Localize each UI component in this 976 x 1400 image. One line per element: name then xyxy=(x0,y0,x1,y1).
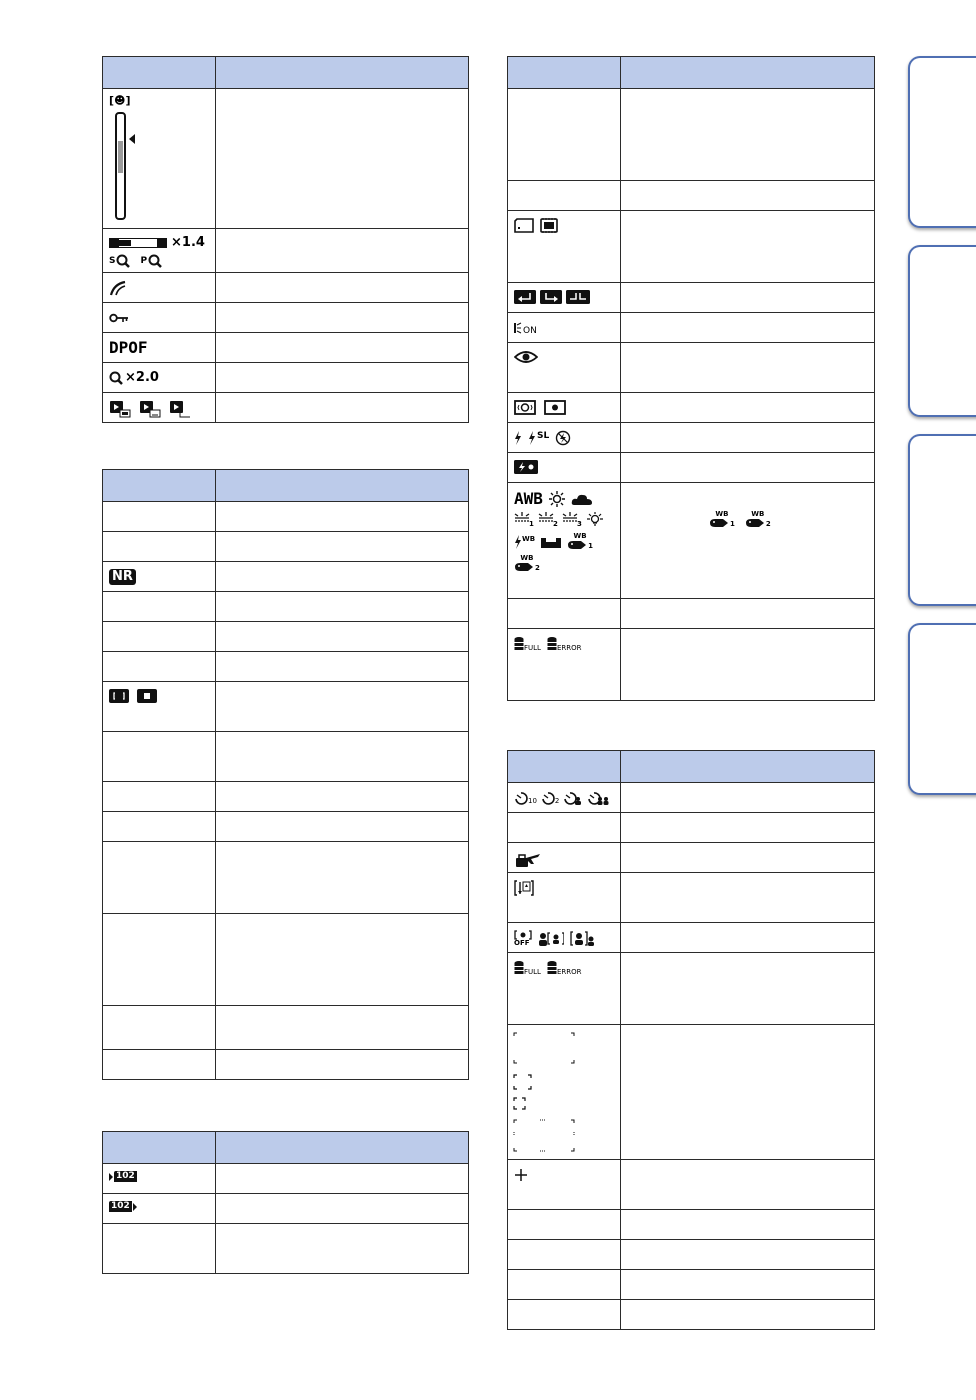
dpof-label: DPOF xyxy=(109,338,148,357)
noise-reduction-icon: NR xyxy=(109,569,136,585)
description-cell xyxy=(216,732,469,782)
af-frame-cell xyxy=(508,1025,621,1160)
description-cell xyxy=(216,682,469,732)
description-cell xyxy=(216,229,469,273)
protect-key-icon xyxy=(109,313,129,323)
icon-cell xyxy=(103,652,216,682)
table-header-cell xyxy=(621,751,875,783)
table-header-cell xyxy=(216,1132,469,1164)
face-bracket-icon: [☻] xyxy=(109,94,131,107)
description-cell xyxy=(216,333,469,363)
underwater-wb-2-icon: WB 2 xyxy=(745,511,771,528)
icon-cell xyxy=(103,782,216,812)
travel-destination-icon xyxy=(514,850,542,868)
description-cell xyxy=(216,502,469,532)
table-header-cell xyxy=(103,470,216,502)
metering-cell xyxy=(508,393,621,423)
orientation-cell xyxy=(508,873,621,923)
description-cell xyxy=(216,89,469,229)
recording-media-cell xyxy=(508,211,621,283)
description-cell xyxy=(216,1194,469,1224)
flash-off-icon xyxy=(555,430,571,446)
white-balance-description-cell xyxy=(621,483,875,599)
table-header-cell xyxy=(216,470,469,502)
af-area-icons xyxy=(109,689,157,703)
af-range-finder-frames xyxy=(512,1031,576,1155)
database-cell xyxy=(508,953,621,1025)
multi-af-icon xyxy=(109,689,129,703)
face-detection-off-icon: OFF xyxy=(514,930,532,947)
protect-cell xyxy=(103,303,216,333)
flash-charging-icon xyxy=(514,460,538,474)
icon-cell xyxy=(508,599,621,629)
description-cell xyxy=(216,812,469,842)
description-cell xyxy=(216,532,469,562)
description-cell xyxy=(621,1300,875,1330)
table-header-cell xyxy=(216,57,469,89)
self-timer-cell xyxy=(508,783,621,813)
table-d xyxy=(507,56,875,701)
description-cell xyxy=(621,873,875,923)
white-balance-row-3: WB WB 1 xyxy=(514,533,593,550)
af-illuminator-icon: ON xyxy=(514,320,537,336)
icon-cell xyxy=(103,1050,216,1080)
pen-cell xyxy=(103,273,216,303)
recording-media-icons xyxy=(514,218,558,233)
white-balance-row-4 xyxy=(514,555,540,572)
folder-arrow-icons xyxy=(514,290,590,304)
zoom-scale-cell xyxy=(103,229,216,273)
awb-label: AWB xyxy=(514,489,543,508)
icon-cell xyxy=(508,1210,621,1240)
database-icons xyxy=(514,636,581,652)
icon-cell xyxy=(508,1270,621,1300)
white-balance-cell xyxy=(508,483,621,599)
table-c xyxy=(102,1131,469,1274)
zoom-scale-icon xyxy=(109,235,205,250)
description-cell xyxy=(621,599,875,629)
icon-cell xyxy=(103,1006,216,1050)
description-cell xyxy=(621,1270,875,1300)
playback-zoom-cell xyxy=(103,363,216,393)
face-detection-zoom-bar-cell xyxy=(103,89,216,229)
icon-cell xyxy=(103,812,216,842)
magnifier-icon xyxy=(116,254,130,268)
description-cell xyxy=(621,923,875,953)
description-cell xyxy=(621,313,875,343)
internal-memory-icon xyxy=(540,218,558,233)
red-eye-cell xyxy=(508,343,621,393)
orientation-icon xyxy=(514,880,534,896)
icon-cell xyxy=(103,1224,216,1274)
description-cell xyxy=(216,782,469,812)
swap-folder-icon xyxy=(566,290,590,304)
description-cell xyxy=(621,211,875,283)
description-cell xyxy=(621,283,875,313)
svg-text:1: 1 xyxy=(529,520,534,527)
icon-cell xyxy=(508,1240,621,1270)
description-cell xyxy=(216,1006,469,1050)
description-cell xyxy=(621,1240,875,1270)
icon-cell xyxy=(103,622,216,652)
description-cell xyxy=(621,1025,875,1160)
center-weighted-metering-icon xyxy=(514,400,536,415)
description-cell xyxy=(216,1224,469,1274)
icon-cell xyxy=(103,914,216,1006)
description-cell xyxy=(216,303,469,333)
svg-text:2: 2 xyxy=(553,520,558,527)
spot-cross-cell xyxy=(508,1160,621,1210)
zoom-level-bar-icon xyxy=(113,111,139,223)
icon-cell xyxy=(103,842,216,914)
self-timer-icons xyxy=(514,791,611,805)
table-header-cell xyxy=(103,1132,216,1164)
database-full-icon: FULL xyxy=(514,960,541,976)
description-cell xyxy=(216,1050,469,1080)
view-mode-icons xyxy=(109,400,191,418)
folder-previous-icon: 102 xyxy=(109,1171,137,1182)
face-detection-icons xyxy=(514,930,596,947)
description-cell xyxy=(216,562,469,592)
white-balance-row-2 xyxy=(514,511,604,527)
date-view-icon xyxy=(109,400,131,418)
database-full-icon: FULL xyxy=(514,636,541,652)
flash-mode-cell xyxy=(508,423,621,453)
description-cell xyxy=(621,423,875,453)
description-cell xyxy=(216,914,469,1006)
table-header-cell xyxy=(621,57,875,89)
dpof-cell xyxy=(103,333,216,363)
side-tab-4[interactable] xyxy=(908,623,976,795)
description-cell xyxy=(621,813,875,843)
underwater-wb-2-icon: WB 2 xyxy=(514,555,540,572)
folder-arrows-cell xyxy=(508,283,621,313)
description-cell xyxy=(621,343,875,393)
icon-cell xyxy=(103,592,216,622)
description-cell xyxy=(621,783,875,813)
flash-icon xyxy=(514,431,522,445)
description-cell xyxy=(216,1164,469,1194)
slow-sync-icon xyxy=(528,431,536,445)
fluorescent-2-icon xyxy=(538,511,558,527)
icon-cell xyxy=(508,813,621,843)
magnifier-icon xyxy=(148,254,162,268)
folder-next-cell xyxy=(103,1194,216,1224)
metering-mode-icons xyxy=(514,400,566,415)
flash-mode-icons: SL xyxy=(514,430,571,446)
event-view-icon xyxy=(139,400,161,418)
side-tab-3[interactable] xyxy=(908,434,976,606)
nr-cell xyxy=(103,562,216,592)
self-portrait-two-icon xyxy=(587,791,611,805)
underwater-wb-1-icon: WB 1 xyxy=(567,533,593,550)
world-time-cell xyxy=(508,843,621,873)
description-cell xyxy=(621,393,875,423)
icon-cell xyxy=(103,532,216,562)
incandescent-icon xyxy=(586,511,604,527)
flash-charge-cell xyxy=(508,453,621,483)
svg-text:3: 3 xyxy=(577,520,582,527)
cloudy-icon xyxy=(571,492,593,506)
af-area-cell xyxy=(103,682,216,732)
database-cell xyxy=(508,629,621,701)
icon-cell xyxy=(103,502,216,532)
adult-priority-icon xyxy=(570,931,596,947)
one-push-wb-icon xyxy=(540,535,562,549)
icon-cell xyxy=(103,732,216,782)
table-header-cell xyxy=(508,751,621,783)
af-illuminator-cell xyxy=(508,313,621,343)
description-cell xyxy=(216,842,469,914)
fluorescent-3-icon xyxy=(562,511,582,527)
self-timer-2-icon: 2 xyxy=(541,791,559,805)
smart-zoom-icons: S P xyxy=(109,254,162,268)
view-mode-cell xyxy=(103,393,216,423)
smile-detection-cell xyxy=(508,923,621,953)
underwater-wb-icons xyxy=(709,511,771,528)
flash-wb-icon xyxy=(514,535,522,549)
database-error-icon: ERROR xyxy=(547,960,582,976)
folder-next-icon: 102 xyxy=(109,1201,137,1212)
playback-zoom-icon: ×2.0 xyxy=(109,370,159,385)
description-cell xyxy=(216,393,469,423)
daylight-icon xyxy=(548,490,566,508)
description-cell xyxy=(216,622,469,652)
spot-metering-icon xyxy=(544,400,566,415)
description-cell xyxy=(621,89,875,181)
icon-cell xyxy=(508,181,621,211)
description-cell xyxy=(621,453,875,483)
white-balance-row-1 xyxy=(514,489,593,508)
return-folder-icon xyxy=(514,290,536,304)
red-eye-icon xyxy=(514,350,538,364)
icon-cell xyxy=(508,1300,621,1330)
magnifier-icon xyxy=(109,371,123,385)
description-cell xyxy=(621,1160,875,1210)
zoom-factor-label: ×1.4 xyxy=(171,235,205,250)
paint-pen-icon xyxy=(109,280,127,296)
table-e xyxy=(507,750,875,1330)
spot-metering-crosshair-icon xyxy=(514,1168,528,1182)
description-cell xyxy=(621,953,875,1025)
child-priority-icon xyxy=(538,931,564,947)
table-header-cell xyxy=(508,57,621,89)
table-b xyxy=(102,469,469,1080)
description-cell xyxy=(216,592,469,622)
description-cell xyxy=(216,652,469,682)
description-cell xyxy=(621,1210,875,1240)
next-folder-icon xyxy=(540,290,562,304)
description-cell xyxy=(621,843,875,873)
folder-view-icon xyxy=(169,400,191,418)
description-cell xyxy=(621,181,875,211)
database-icons xyxy=(514,960,581,976)
table-a xyxy=(102,56,469,423)
self-timer-10-icon: 10 xyxy=(514,791,537,805)
icon-cell xyxy=(508,89,621,181)
memory-card-icon xyxy=(514,218,534,233)
side-tab-1[interactable] xyxy=(908,56,976,228)
table-header-cell xyxy=(103,57,216,89)
underwater-wb-1-icon: WB 1 xyxy=(709,511,735,528)
database-error-icon: ERROR xyxy=(547,636,582,652)
folder-prev-cell xyxy=(103,1164,216,1194)
center-af-icon xyxy=(137,689,157,703)
side-tab-2[interactable] xyxy=(908,245,976,417)
description-cell xyxy=(621,629,875,701)
self-portrait-one-icon xyxy=(563,791,583,805)
description-cell xyxy=(216,273,469,303)
fluorescent-1-icon xyxy=(514,511,534,527)
description-cell xyxy=(216,363,469,393)
